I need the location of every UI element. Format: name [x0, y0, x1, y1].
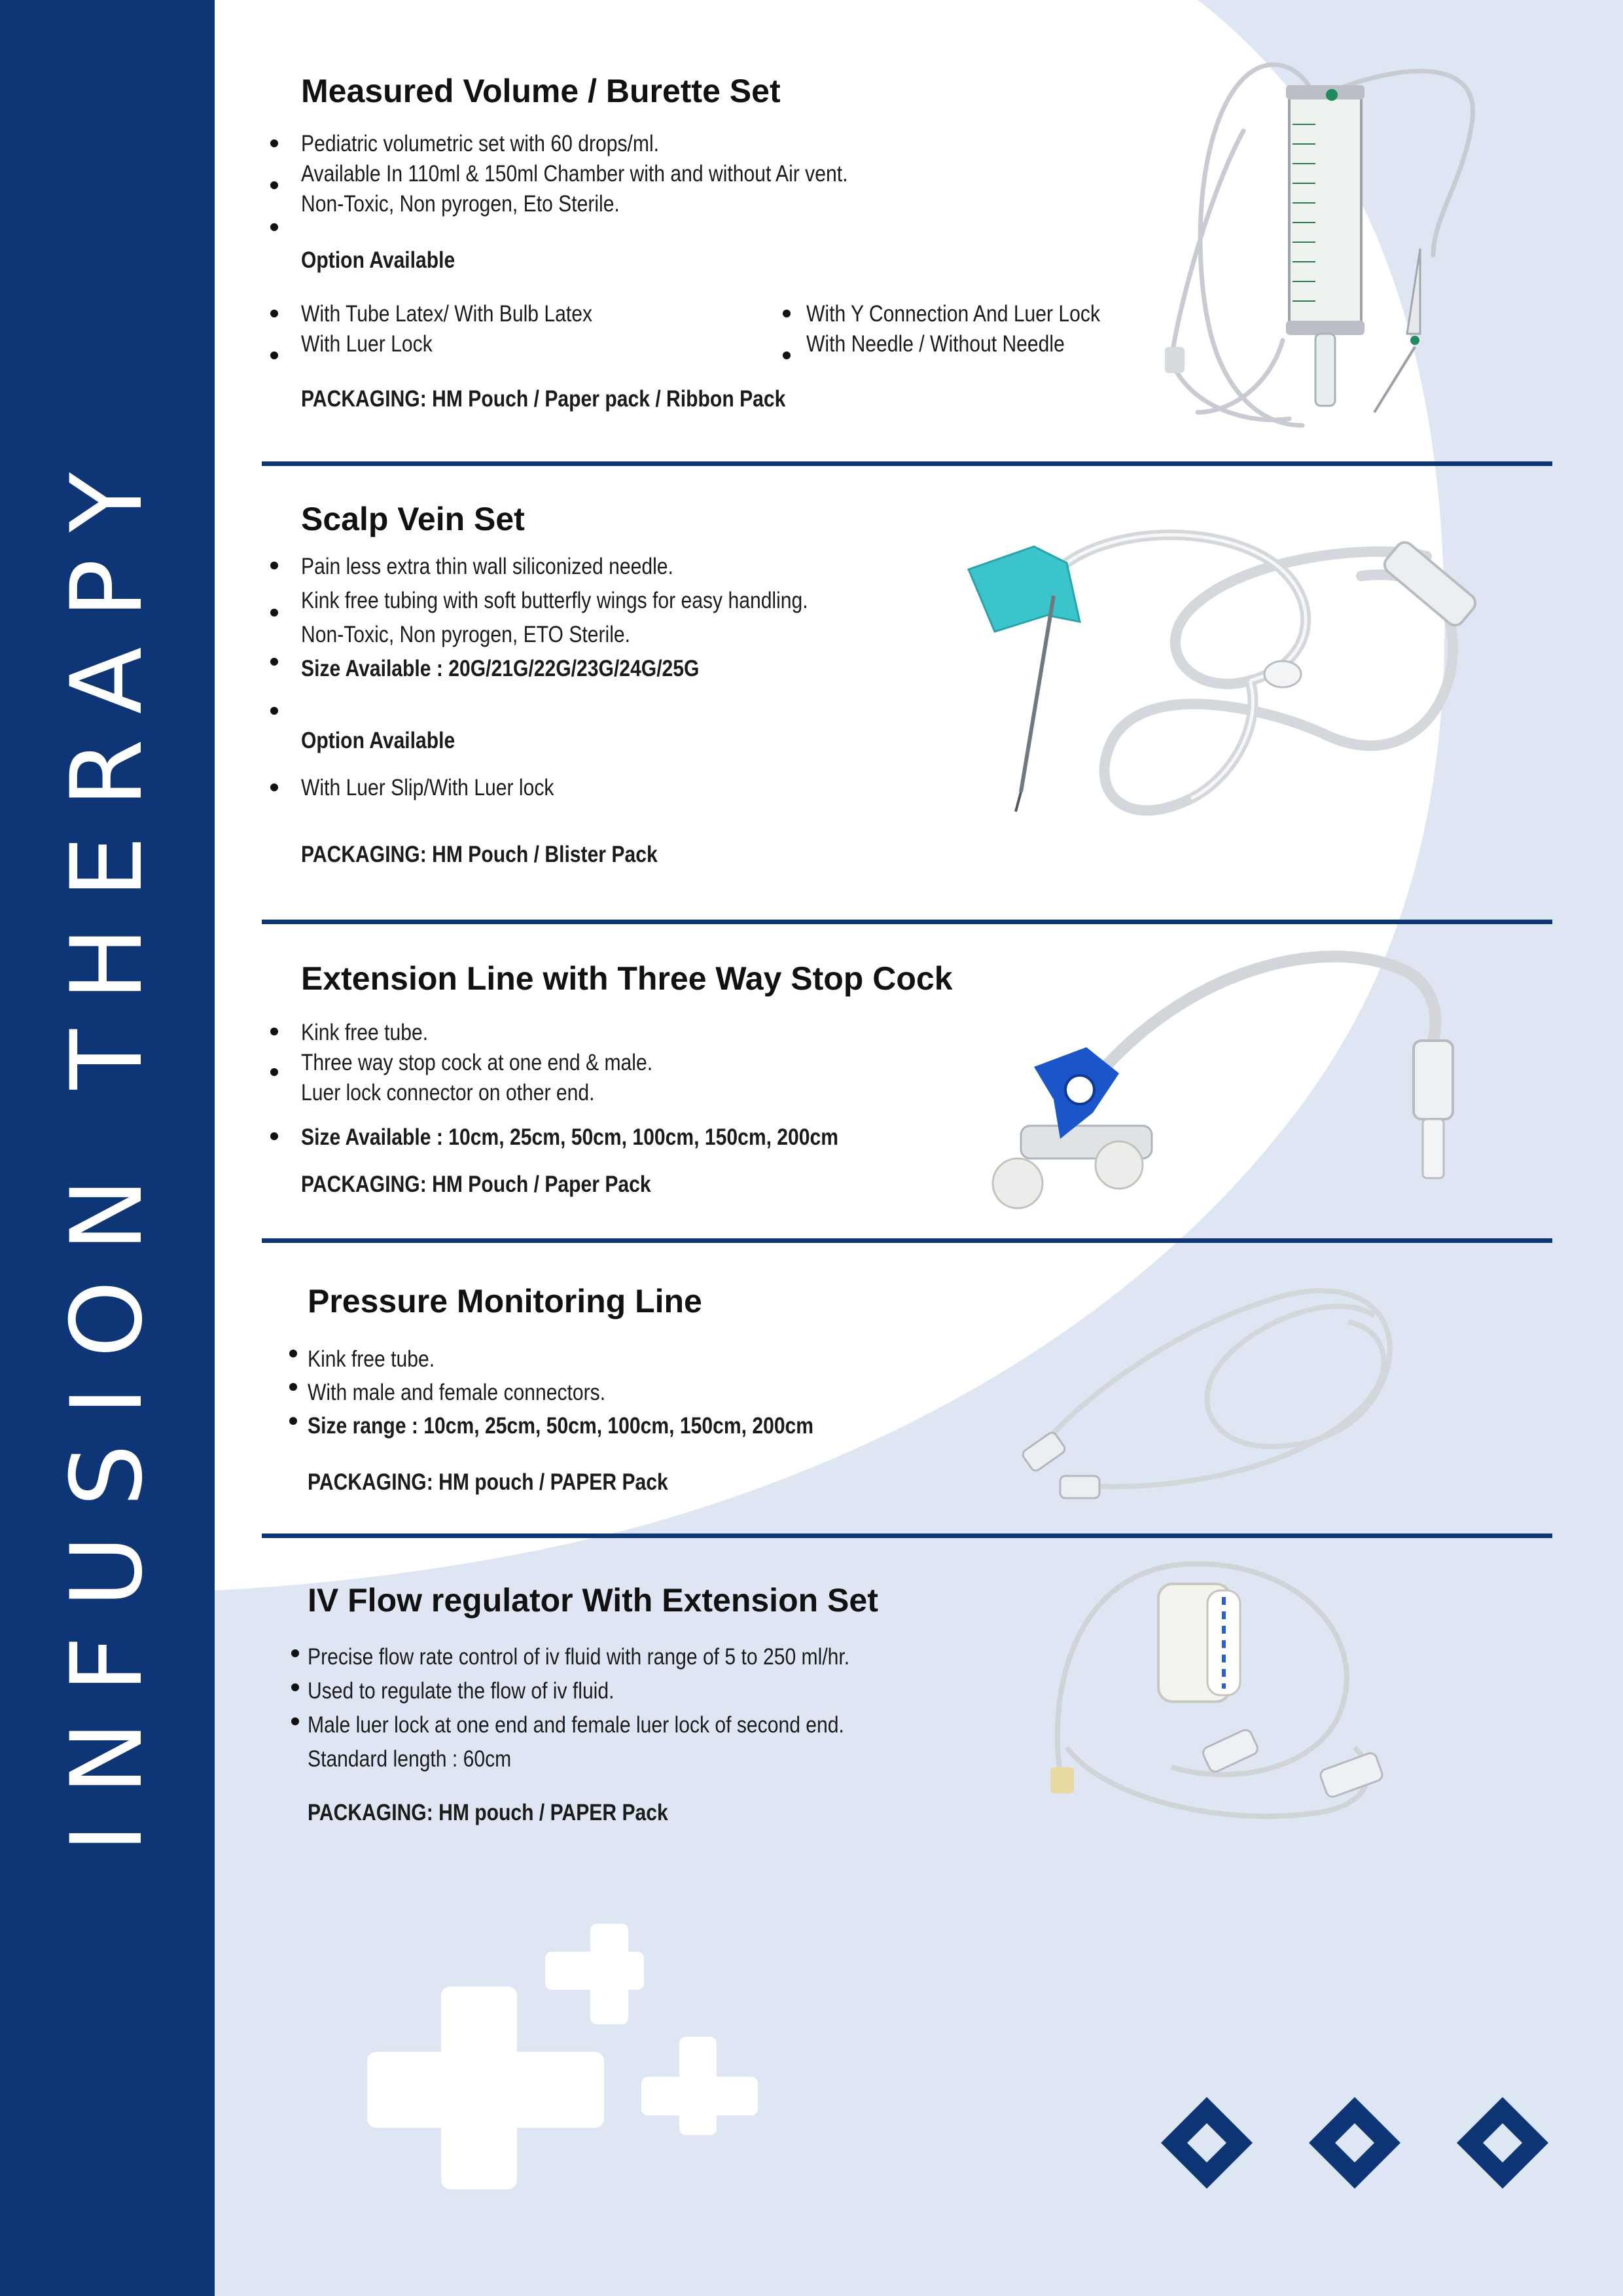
bullet-dot	[783, 310, 791, 317]
bullet-dot	[270, 1028, 278, 1035]
bullet-dot	[270, 181, 278, 189]
bullet-text: Three way stop cock at one end & male.	[301, 1050, 653, 1075]
section-title: Measured Volume / Burette Set	[301, 73, 781, 109]
sidebar	[0, 0, 215, 2296]
option-text: With Tube Latex/ With Bulb Latex	[301, 301, 593, 327]
packaging-text: PACKAGING: HM Pouch / Paper pack / Ribbon Pack	[301, 386, 786, 412]
section-title: Scalp Vein Set	[301, 501, 525, 537]
section-title: Pressure Monitoring Line	[308, 1283, 702, 1319]
bullet-text: Non-Toxic, Non pyrogen, Eto Sterile.	[301, 191, 620, 217]
bullet-text: Kink free tubing with soft butterfly wings for easy handling.	[301, 588, 808, 613]
bullet-text: Used to regulate the flow of iv fluid.	[308, 1678, 615, 1704]
section-title: Extension Line with Three Way Stop Cock	[301, 960, 953, 997]
burette-set-image	[1158, 59, 1486, 439]
packaging-text: PACKAGING: HM pouch / PAPER Pack	[308, 1469, 668, 1495]
bullet-dot	[270, 1132, 278, 1140]
bullet-dot	[270, 707, 278, 715]
flow-regulator-image	[1041, 1551, 1407, 1839]
size-text: Size Available : 20G/21G/22G/23G/24G/25G	[301, 656, 700, 681]
bullet-text: With male and female connectors.	[308, 1380, 606, 1405]
bullet-dot	[291, 1683, 299, 1691]
bullet-dot	[289, 1417, 297, 1425]
option-heading: Option Available	[301, 247, 455, 273]
option-text: With Luer Lock	[301, 331, 433, 357]
bullet-dot	[291, 1649, 299, 1657]
bullet-text: Standard length : 60cm	[308, 1746, 512, 1772]
bullet-text: Luer lock connector on other end.	[301, 1080, 595, 1105]
size-text: Size range : 10cm, 25cm, 50cm, 100cm, 150cm, 200cm	[308, 1413, 814, 1439]
packaging-text: PACKAGING: HM pouch / PAPER Pack	[308, 1800, 668, 1825]
bullet-text: Male luer lock at one end and female luer lock of second end.	[308, 1712, 844, 1738]
bullet-text: Precise flow rate control of iv fluid with range of 5 to 250 ml/hr.	[308, 1644, 850, 1670]
bullet-dot	[270, 139, 278, 147]
option-heading: Option Available	[301, 728, 455, 753]
option-text: With Needle / Without Needle	[806, 331, 1065, 357]
packaging-text: PACKAGING: HM Pouch / Paper Pack	[301, 1172, 651, 1197]
bullet-text: Non-Toxic, Non pyrogen, ETO Sterile.	[301, 622, 631, 647]
bullet-text: Available In 110ml & 150ml Chamber with and without Air vent.	[301, 161, 848, 187]
bullet-dot	[270, 562, 278, 569]
bullet-dot	[270, 1068, 278, 1076]
diamond-icon	[1454, 2094, 1551, 2191]
scalp-vein-set-image	[955, 517, 1499, 857]
packaging-text: PACKAGING: HM Pouch / Blister Pack	[301, 842, 658, 867]
diamond-icon	[1158, 2094, 1255, 2191]
bullet-dot	[270, 310, 278, 317]
bullet-dot	[270, 609, 278, 617]
bullet-dot	[289, 1350, 297, 1357]
pressure-line-image	[1021, 1250, 1414, 1512]
bullet-text: Kink free tube.	[301, 1020, 429, 1045]
bullet-dot	[289, 1383, 297, 1391]
medical-cross-decoration	[363, 1921, 769, 2261]
sidebar-title: INFUSION THERAPY	[50, 443, 164, 1853]
bullet-dot	[291, 1717, 299, 1725]
size-text: Size Available : 10cm, 25cm, 50cm, 100cm, 150cm, 200cm	[301, 1124, 839, 1150]
bullet-dot	[270, 658, 278, 666]
bullet-dot	[783, 351, 791, 359]
bullet-text: Kink free tube.	[308, 1346, 435, 1372]
bullet-text: Pain less extra thin wall siliconized needle.	[301, 554, 673, 579]
bullet-dot	[270, 351, 278, 359]
diamond-icon	[1306, 2094, 1403, 2191]
option-text: With Y Connection And Luer Lock	[806, 301, 1101, 327]
bullet-dot	[270, 223, 278, 231]
section-title: IV Flow regulator With Extension Set	[308, 1582, 878, 1619]
option-text: With Luer Slip/With Luer lock	[301, 775, 554, 800]
bullet-text: Pediatric volumetric set with 60 drops/ml.	[301, 131, 660, 156]
three-way-stopcock-image	[982, 942, 1479, 1217]
bullet-dot	[270, 783, 278, 791]
